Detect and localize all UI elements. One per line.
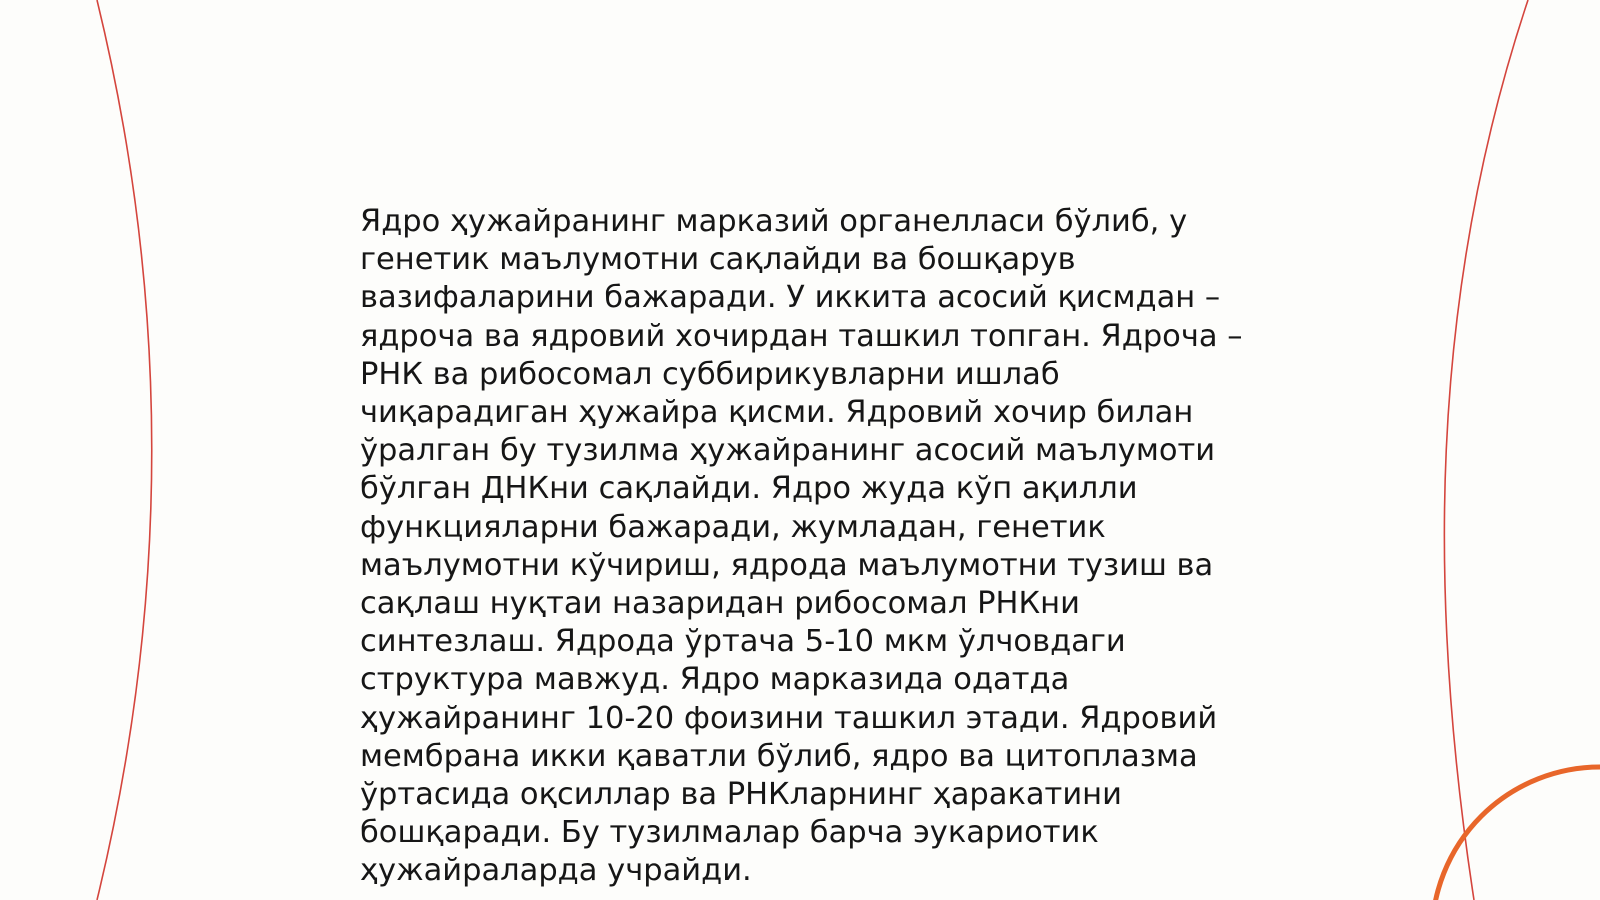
- text-line: ҳужайранинг 10-20 фоизини ташкил этади. Ядровий: [360, 700, 1218, 736]
- text-line: РНК ва рибосомал суббирикувларни ишлаб: [360, 356, 1060, 392]
- text-line: чиқарадиган ҳужайра қисми. Ядровий хочир билан: [360, 395, 1194, 431]
- text-line: генетик маълумотни сақлайди ва бошқарув: [360, 242, 1076, 278]
- text-line: сақлаш нуқтаи назаридан рибосомал РНКни: [360, 586, 1080, 622]
- text-line: ўралган бу тузилма ҳужайранинг асосий маълумоти: [360, 433, 1216, 469]
- right-curve-line: [1444, 0, 1528, 900]
- text-line: вазифаларини бажаради. У иккита асосий қисмдан –: [360, 280, 1221, 316]
- text-line: ҳужайраларда учрайди.: [360, 853, 752, 889]
- text-line: синтезлаш. Ядрода ўртача 5-10 мкм ўлчовдаги: [360, 624, 1126, 660]
- text-line: функцияларни бажаради, жумладан, генетик: [360, 509, 1106, 545]
- text-line: маълумотни кўчириш, ядрода маълумотни тузиш ва: [360, 547, 1214, 583]
- text-line: ўртасида оқсиллар ва РНКларнинг ҳаракатини: [360, 777, 1122, 813]
- accent-circle-arc: [1432, 767, 1600, 900]
- text-line: бўлган ДНКни сақлайди. Ядро жуда кўп ақилли: [360, 471, 1138, 507]
- left-curve-line: [97, 0, 152, 900]
- text-line: мембрана икки қаватли бўлиб, ядро ва цитоплазма: [360, 738, 1198, 774]
- text-line: бошқаради. Бу тузилмалар барча эукариотик: [360, 815, 1099, 851]
- text-line: ядроча ва ядровий хочирдан ташкил топган. Ядроча –: [360, 318, 1243, 354]
- body-paragraph: [360, 203, 1243, 891]
- text-line: Ядро ҳужайранинг марказий органелласи бўлиб, у: [360, 204, 1188, 239]
- text-line: структура мавжуд. Ядро марказида одатда: [360, 662, 1070, 698]
